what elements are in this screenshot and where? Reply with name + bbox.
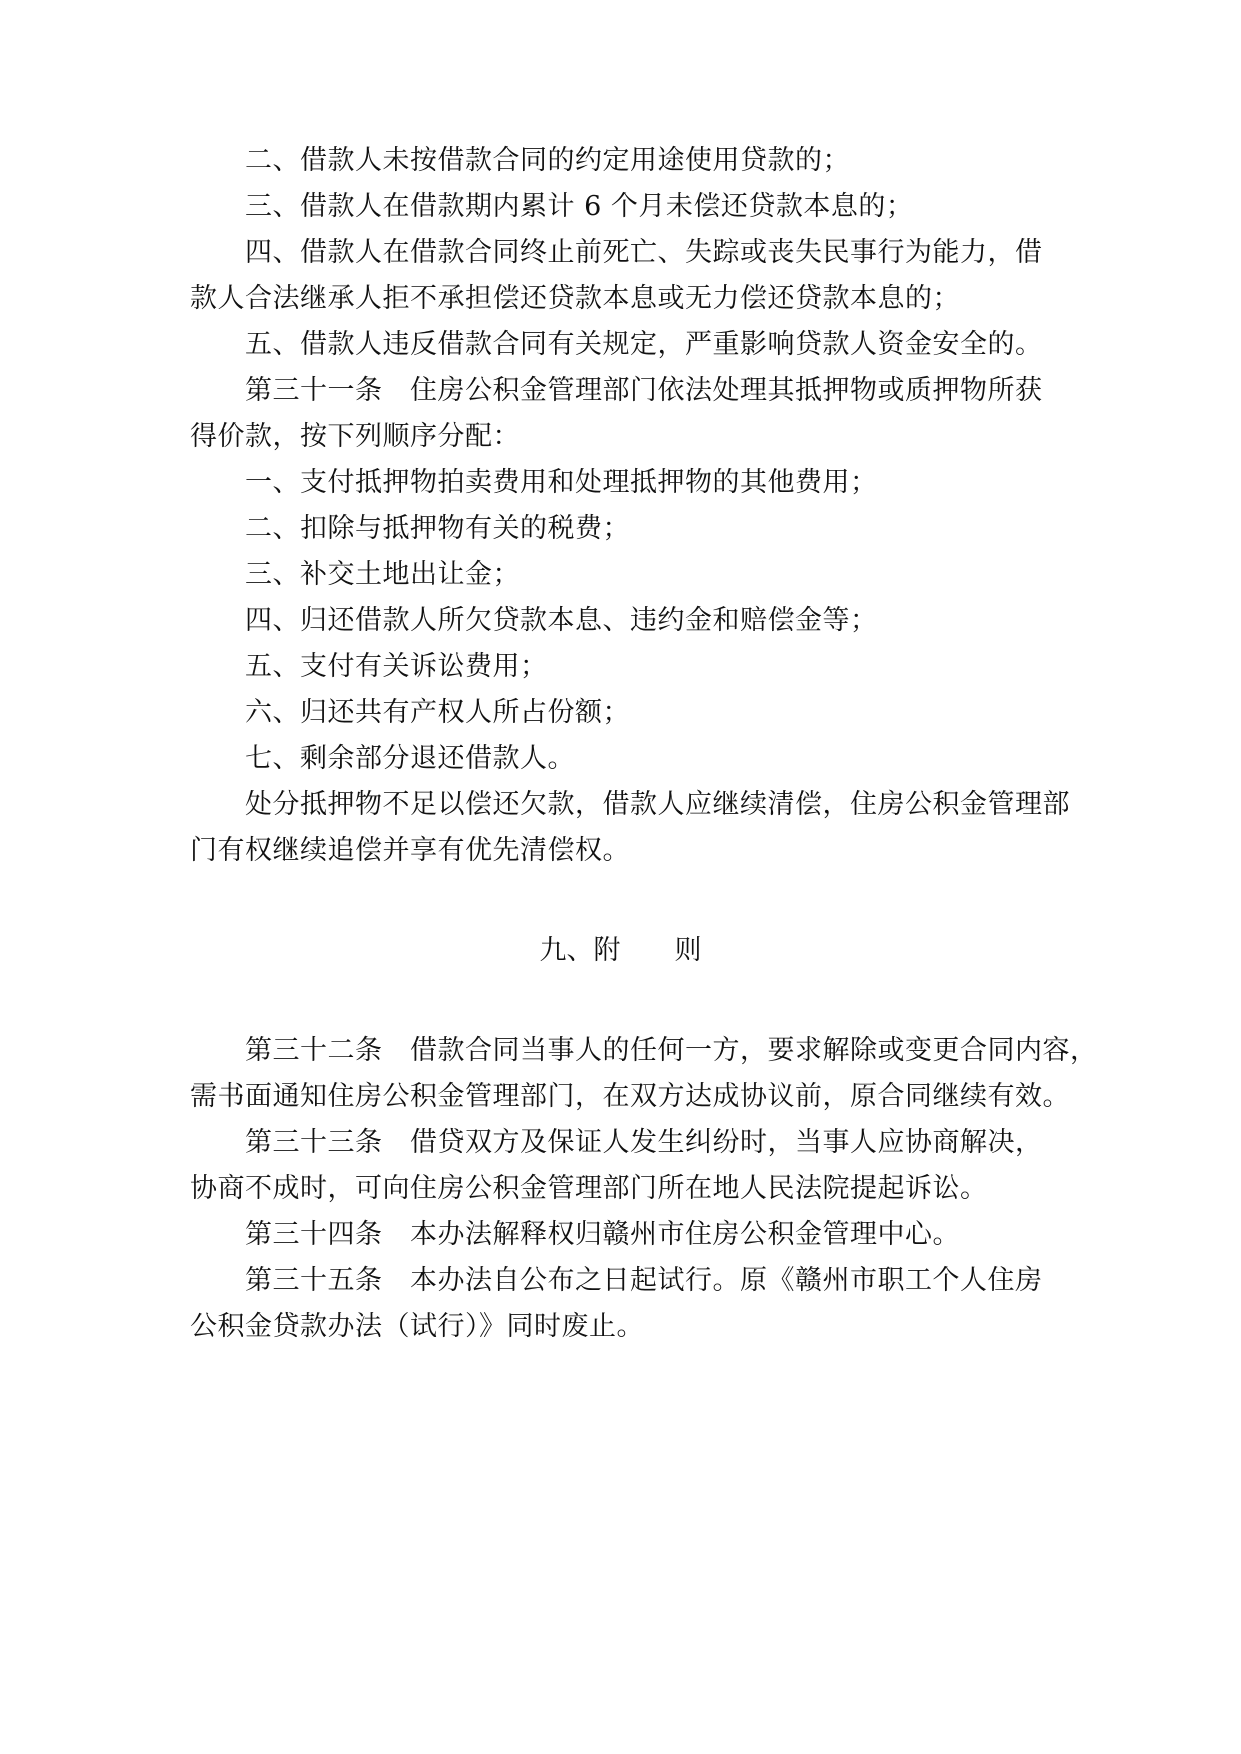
paragraph-line: 二、借款人未按借款合同的约定用途使用贷款的；: [245, 145, 850, 176]
list-item: 七、剩余部分退还借款人。: [245, 743, 575, 774]
article-32-line: 第三十二条 借款合同当事人的任何一方，要求解除或变更合同内容，: [245, 1035, 1098, 1066]
paragraph-line: 四、借款人在借款合同终止前死亡、失踪或丧失民事行为能力，借: [245, 237, 1043, 268]
paragraph-line: 门有权继续追偿并享有优先清偿权。: [190, 835, 630, 866]
paragraph-line: 协商不成时，可向住房公积金管理部门所在地人民法院提起诉讼。: [190, 1173, 988, 1204]
article-34-line: 第三十四条 本办法解释权归赣州市住房公积金管理中心。: [245, 1219, 960, 1250]
paragraph-line: 需书面通知住房公积金管理部门，在双方达成协议前，原合同继续有效。: [190, 1081, 1070, 1112]
paragraph-line: 三、借款人在借款期内累计 6 个月未偿还贷款本息的；: [245, 191, 914, 222]
list-item: 四、归还借款人所欠贷款本息、违约金和赔偿金等；: [245, 605, 878, 636]
list-item: 二、扣除与抵押物有关的税费；: [245, 513, 630, 544]
list-item: 三、补交土地出让金；: [245, 559, 520, 590]
list-item: 六、归还共有产权人所占份额；: [245, 697, 630, 728]
section-heading: 九、附 则: [539, 935, 702, 966]
list-item: 五、支付有关诉讼费用；: [245, 651, 548, 682]
paragraph-line: 公积金贷款办法（试行）》同时废止。: [190, 1311, 644, 1342]
paragraph-line: 款人合法继承人拒不承担偿还贷款本息或无力偿还贷款本息的；: [190, 283, 960, 314]
article-35-line: 第三十五条 本办法自公布之日起试行。原《赣州市职工个人住房: [245, 1265, 1043, 1296]
article-33-line: 第三十三条 借贷双方及保证人发生纠纷时，当事人应协商解决，: [245, 1127, 1043, 1158]
paragraph-line: 五、借款人违反借款合同有关规定，严重影响贷款人资金安全的。: [245, 329, 1043, 360]
paragraph-line: 得价款，按下列顺序分配：: [190, 421, 520, 452]
paragraph-line: 处分抵押物不足以偿还欠款，借款人应继续清偿，住房公积金管理部: [245, 789, 1070, 820]
list-item: 一、支付抵押物拍卖费用和处理抵押物的其他费用；: [245, 467, 878, 498]
article-31-line: 第三十一条 住房公积金管理部门依法处理其抵押物或质押物所获: [245, 375, 1043, 406]
